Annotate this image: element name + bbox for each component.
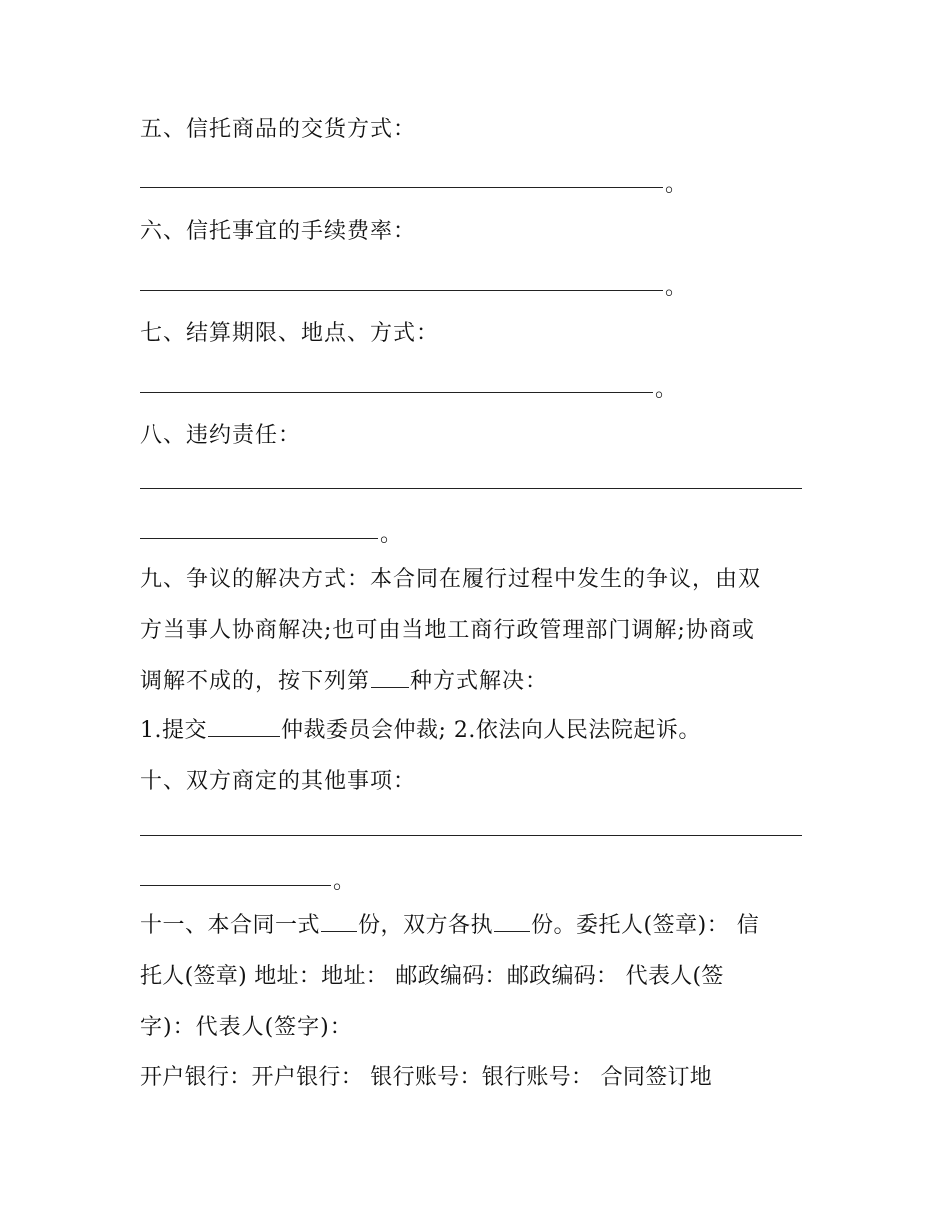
fill-line-10b: [140, 885, 331, 886]
section-11-line-1: [140, 911, 759, 941]
section-9-line-3: [140, 667, 548, 697]
section-11-line-1-a: 十一、本合同一式: [140, 913, 321, 938]
choice-blank: [371, 667, 409, 688]
section-9-line-4-a: 1.提交: [140, 718, 207, 743]
section-9-line-4: [140, 716, 701, 746]
section-6-heading: 六、信托事宜的手续费率：: [140, 219, 417, 244]
each-copies-blank: [494, 911, 530, 932]
fill-line-8b: [140, 538, 378, 539]
section-9-line-2: 方当事人协商解决;也可由当地工商行政管理部门调解;协商或: [140, 618, 755, 643]
section-11-line-1-b: 份，双方各执: [358, 913, 494, 938]
section-9-line-3-a: 调解不成的，按下列第: [140, 669, 371, 694]
period-10: 。: [333, 869, 356, 894]
section-10-heading: 十、双方商定的其他事项：: [140, 769, 417, 794]
section-7-heading: 七、结算期限、地点、方式：: [140, 321, 440, 346]
section-8-heading: 八、违约责任：: [140, 423, 302, 448]
fill-line-10a: [140, 835, 802, 836]
section-11-line-4: 开户银行：开户银行： 银行账号：银行账号： 合同签订地: [140, 1065, 713, 1090]
period-6: 。: [665, 275, 688, 300]
section-9-line-4-b: 仲裁委员会仲裁; 2.依法向人民法院起诉。: [281, 718, 701, 743]
section-11-line-3: 字)：代表人(签字)：: [140, 1015, 353, 1040]
fill-line-6: [140, 290, 663, 291]
section-11-line-1-c: 份。委托人(签章)： 信: [531, 913, 760, 938]
period-5: 。: [665, 172, 688, 197]
period-7: 。: [655, 377, 678, 402]
section-9-line-1: 九、争议的解决方式：本合同在履行过程中发生的争议，由双: [140, 567, 762, 592]
arbitration-blank: [208, 716, 280, 737]
section-5-heading: 五、信托商品的交货方式：: [140, 117, 417, 142]
fill-line-5: [140, 187, 663, 188]
copies-blank: [321, 911, 357, 932]
section-9-line-3-b: 种方式解决：: [410, 669, 549, 694]
fill-line-8a: [140, 488, 802, 489]
period-8: 。: [380, 522, 403, 547]
fill-line-7: [140, 392, 653, 393]
section-11-line-2: 托人(签章) 地址：地址： 邮政编码：邮政编码： 代表人(签: [140, 964, 724, 989]
